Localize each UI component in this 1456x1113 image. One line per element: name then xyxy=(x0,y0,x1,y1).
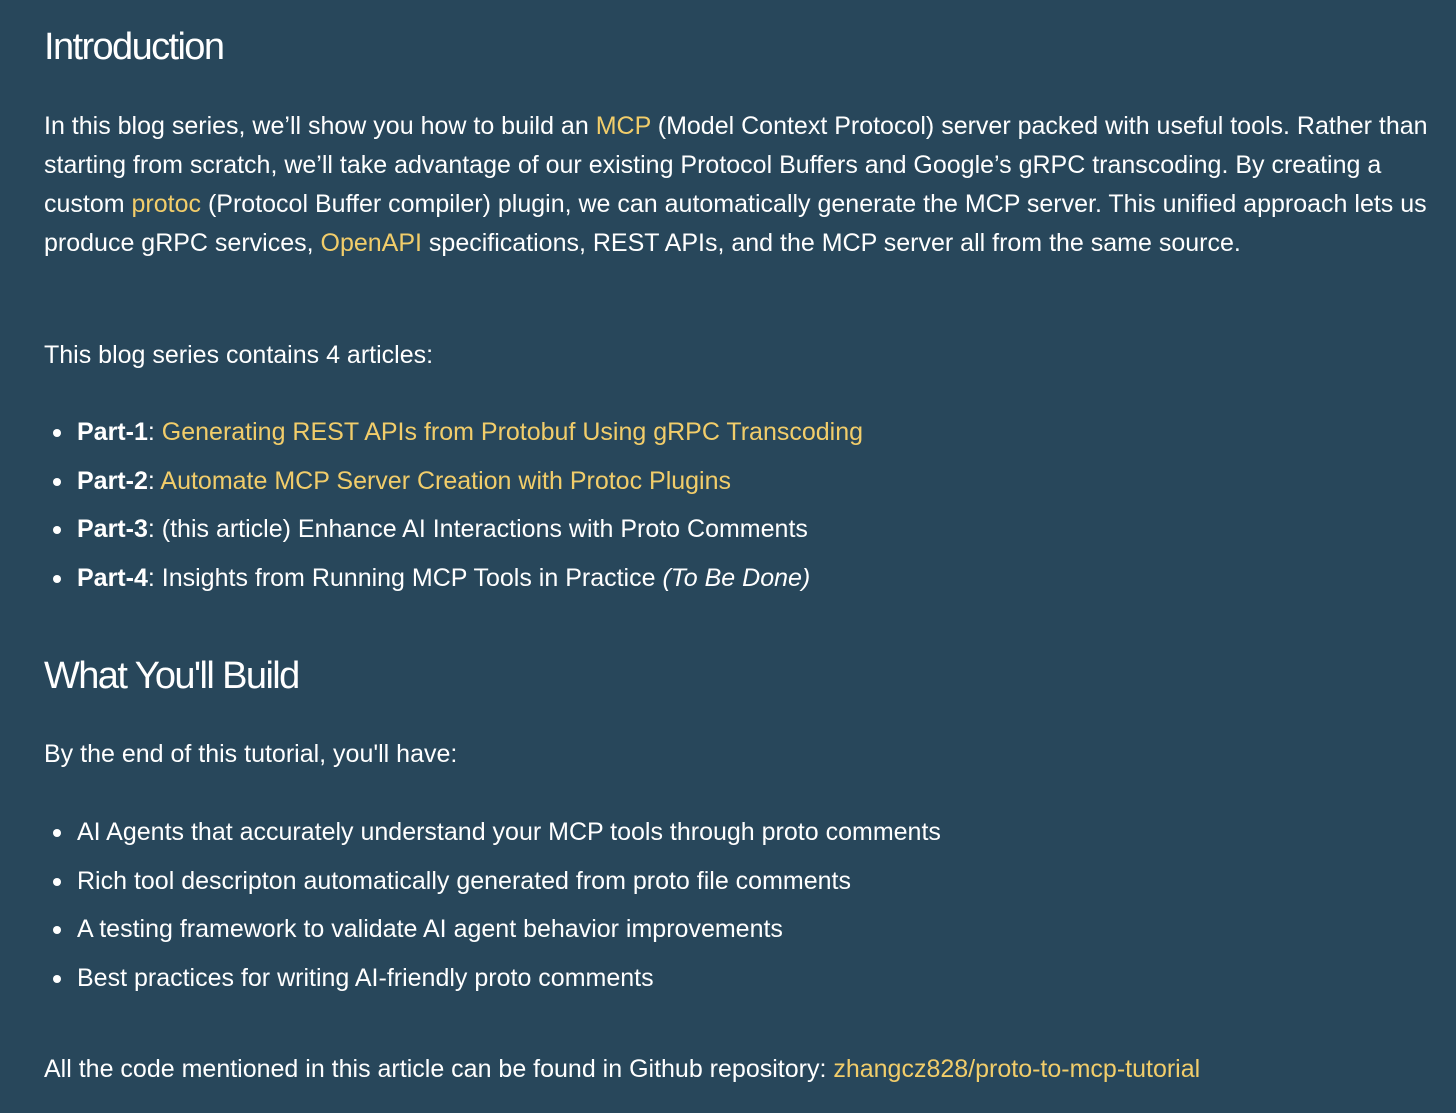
part-separator: : xyxy=(147,418,162,446)
introduction-heading: Introduction xyxy=(44,26,224,68)
bullet-icon xyxy=(53,878,61,886)
series-intro-text: This blog series contains 4 articles: xyxy=(44,341,434,369)
build-lead-text: By the end of this tutorial, you'll have: xyxy=(44,740,458,768)
openapi-link[interactable]: OpenAPI xyxy=(320,229,422,257)
bullet-icon xyxy=(53,526,61,534)
part-3-text: (this article) Enhance AI Interactions with Proto Comments xyxy=(161,515,808,543)
part-label: Part-2 xyxy=(77,466,148,495)
outcome-text: A testing framework to validate AI agent behavior improvements xyxy=(77,915,783,943)
list-item xyxy=(44,905,941,954)
list-item-part-2 xyxy=(44,457,863,506)
protoc-link[interactable]: protoc xyxy=(131,190,202,218)
part-1-link[interactable]: Generating REST APIs from Protobuf Using gRPC Transcoding xyxy=(161,418,864,446)
part-separator: : xyxy=(147,515,162,543)
part-label: Part-1 xyxy=(77,418,148,446)
bullet-icon xyxy=(53,478,61,486)
outcome-text: Rich tool descripton automatically generated from proto file comments xyxy=(77,866,851,895)
code-text: All the code mentioned in this article can be found in Github repository: xyxy=(44,1055,834,1083)
bullet-icon xyxy=(53,926,61,934)
series-parts-list xyxy=(44,408,863,602)
intro-text-3: (Protocol Buffer compiler) plugin, we can automatically generate the MCP server. This unified approach lets us produce gRPC services, xyxy=(44,190,1427,257)
part-2-link[interactable]: Automate MCP Server Creation with Protoc Plugins xyxy=(160,466,732,495)
intro-text-2: (Model Context Protocol) server packed with useful tools. Rather than starting from scratch, we’ll take advantage of our existing Protocol Buffers and Google’s gRPC transcoding. By creating a custom xyxy=(44,112,1428,218)
part-separator: : xyxy=(147,466,161,495)
bullet-icon xyxy=(53,575,61,583)
outcome-text: AI Agents that accurately understand your MCP tools through proto comments xyxy=(77,818,941,846)
bullet-icon xyxy=(53,829,61,837)
list-item-part-4 xyxy=(44,554,863,603)
intro-text-4: specifications, REST APIs, and the MCP server all from the same source. xyxy=(421,229,1241,257)
part-4-status: (To Be Done) xyxy=(662,563,811,592)
bullet-icon xyxy=(53,429,61,437)
part-label: Part-4 xyxy=(77,563,148,592)
part-4-text: Insights from Running MCP Tools in Practice xyxy=(161,563,663,592)
list-item xyxy=(44,808,941,857)
what-youll-build-heading: What You'll Build xyxy=(44,655,299,697)
intro-paragraph xyxy=(44,107,1444,263)
outcome-text: Best practices for writing AI-friendly proto comments xyxy=(77,963,654,992)
code-location-text xyxy=(44,1050,1200,1089)
part-separator: : xyxy=(147,563,162,592)
list-item xyxy=(44,954,941,1003)
build-outcomes-list xyxy=(44,808,941,1002)
mcp-link[interactable]: MCP xyxy=(595,112,651,140)
bullet-icon xyxy=(53,975,61,983)
list-item xyxy=(44,857,941,906)
intro-text-1: In this blog series, we’ll show you how to build an xyxy=(44,112,596,140)
list-item-part-1 xyxy=(44,408,863,457)
list-item-part-3 xyxy=(44,505,863,554)
github-repo-link[interactable]: zhangcz828/proto-to-mcp-tutorial xyxy=(833,1055,1201,1083)
part-label: Part-3 xyxy=(77,515,148,543)
